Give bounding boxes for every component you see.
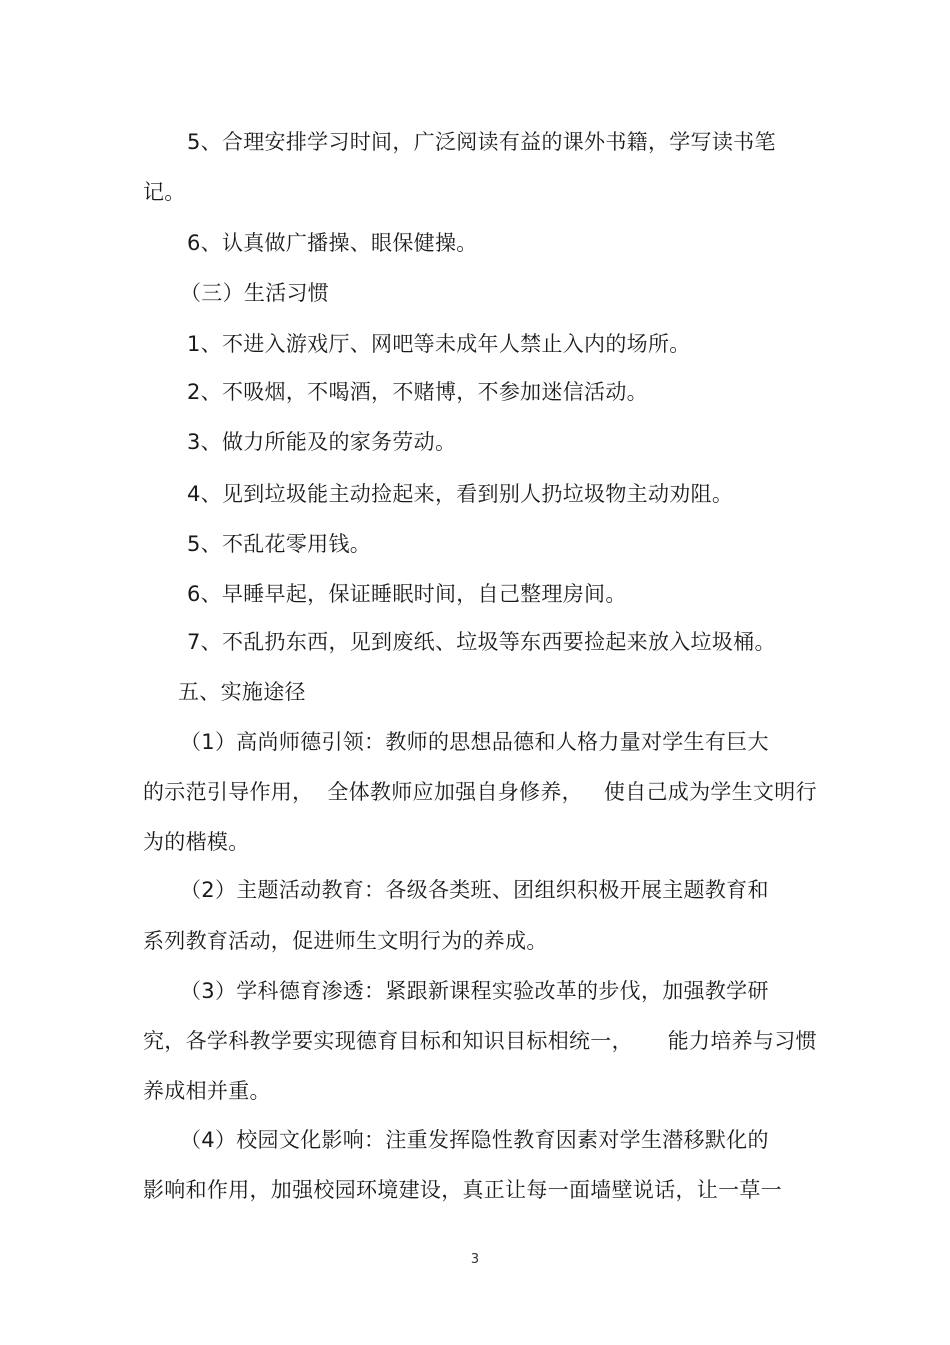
text-line: 1、不进入游戏厅、网吧等未成年人禁止入内的场所。 [187,332,691,356]
text-line: （3）学科德育渗透：紧跟新课程实验改革的步伐，加强教学研 [180,979,769,1003]
text-line: 的示范引导作用， 全体教师应加强自身修养， 使自己成为学生文明行 [143,780,817,804]
text-line: （4）校园文化影响：注重发挥隐性教育因素对学生潜移默化的 [180,1128,769,1152]
text-line: 7、不乱扔东西，见到废纸、垃圾等东西要捡起来放入垃圾桶。 [187,630,776,654]
text-line: 影响和作用，加强校园环境建设，真正让每一面墙壁说话，让一草一 [143,1178,782,1202]
text-line: 6、认真做广播操、眼保健操。 [187,231,478,255]
text-line: 2、不吸烟，不喝酒，不赌博，不参加迷信活动。 [187,380,648,404]
text-line: 系列教育活动，促进师生文明行为的养成。 [143,929,548,953]
text-line: （1）高尚师德引领：教师的思想品德和人格力量对学生有巨大 [180,730,769,754]
text-line: 为的楷模。 [143,830,250,854]
text-line: 记。 [143,180,186,204]
text-line: 5、合理安排学习时间，广泛阅读有益的课外书籍，学写读书笔 [187,130,776,154]
text-line: 4、见到垃圾能主动捡起来，看到别人扔垃圾物主动劝阻。 [187,482,734,506]
text-line: 5、不乱花零用钱。 [187,532,372,556]
page-number: 3 [470,1252,480,1267]
section-heading: （三）生活习惯 [180,281,330,305]
text-line: 3、做力所能及的家务劳动。 [187,430,457,454]
text-line: （2）主题活动教育：各级各类班、团组织积极开展主题教育和 [180,878,769,902]
text-line: 究，各学科教学要实现德育目标和知识目标相统一， 能力培养与习惯 [143,1029,817,1053]
text-line: 养成相并重。 [143,1079,271,1103]
section-heading: 五、实施途径 [178,680,306,704]
text-line: 6、早睡早起，保证睡眠时间，自己整理房间。 [187,582,627,606]
